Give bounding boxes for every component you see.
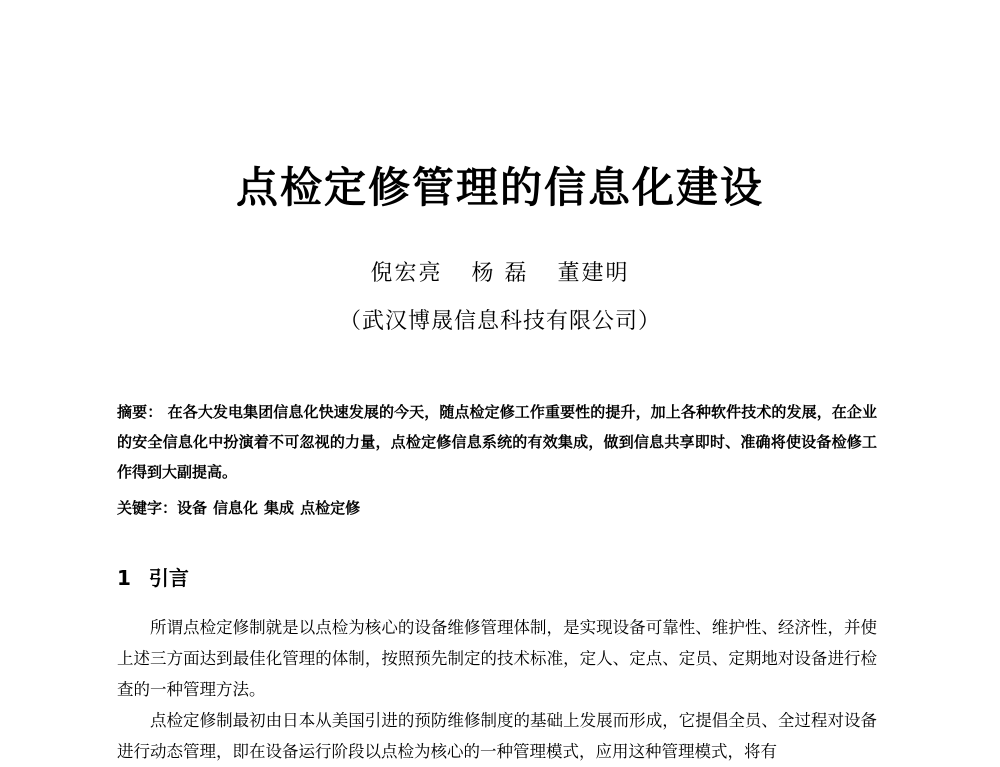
abstract: [117, 397, 877, 487]
abstract-label: 摘要：: [117, 403, 163, 421]
keywords-label: 关键字：: [117, 499, 178, 517]
keyword: 设备: [177, 499, 208, 517]
section-title: 引言: [148, 566, 189, 590]
section-heading: [117, 563, 189, 593]
paragraph: 点检定修制最初由日本从美国引进的预防维修制度的基础上发展而形成，它提倡全员、全过程对设备进行动态管理，即在设备运行阶段以点检为核心的一种管理模式，应用这种管理模式，将有: [117, 711, 877, 761]
affiliation: （武汉博晟信息科技有限公司）: [338, 309, 661, 334]
keywords: [117, 493, 877, 523]
keyword: 点检定修: [300, 499, 361, 517]
author-name: 杨 磊: [471, 261, 529, 286]
keyword: 信息化: [213, 499, 259, 517]
author-name: 倪宏亮: [370, 261, 443, 286]
body-text: [117, 612, 877, 767]
paragraph: 所谓点检定修制就是以点检为核心的设备维修管理体制，是实现设备可靠性、维护性、经济性，并使上述三方面达到最佳化管理的体制，按照预先制定的技术标准，定人、定点、定员、定期地对设备进行检查的一种管理方法。: [117, 618, 877, 699]
author-name: 董建明: [557, 261, 630, 286]
author-list: [0, 258, 1000, 290]
section-number: 1: [117, 566, 131, 590]
paper-title: 点检定修管理的信息化建设: [235, 163, 764, 212]
keyword: 集成: [264, 499, 295, 517]
abstract-text: 在各大发电集团信息化快速发展的今天，随点检定修工作重要性的提升，加上各种软件技术的发展，在企业的安全信息化中扮演着不可忽视的力量，点检定修信息系统的有效集成，做到信息共享即时、准确将使设备检修工作得到大副提高。: [117, 403, 877, 481]
